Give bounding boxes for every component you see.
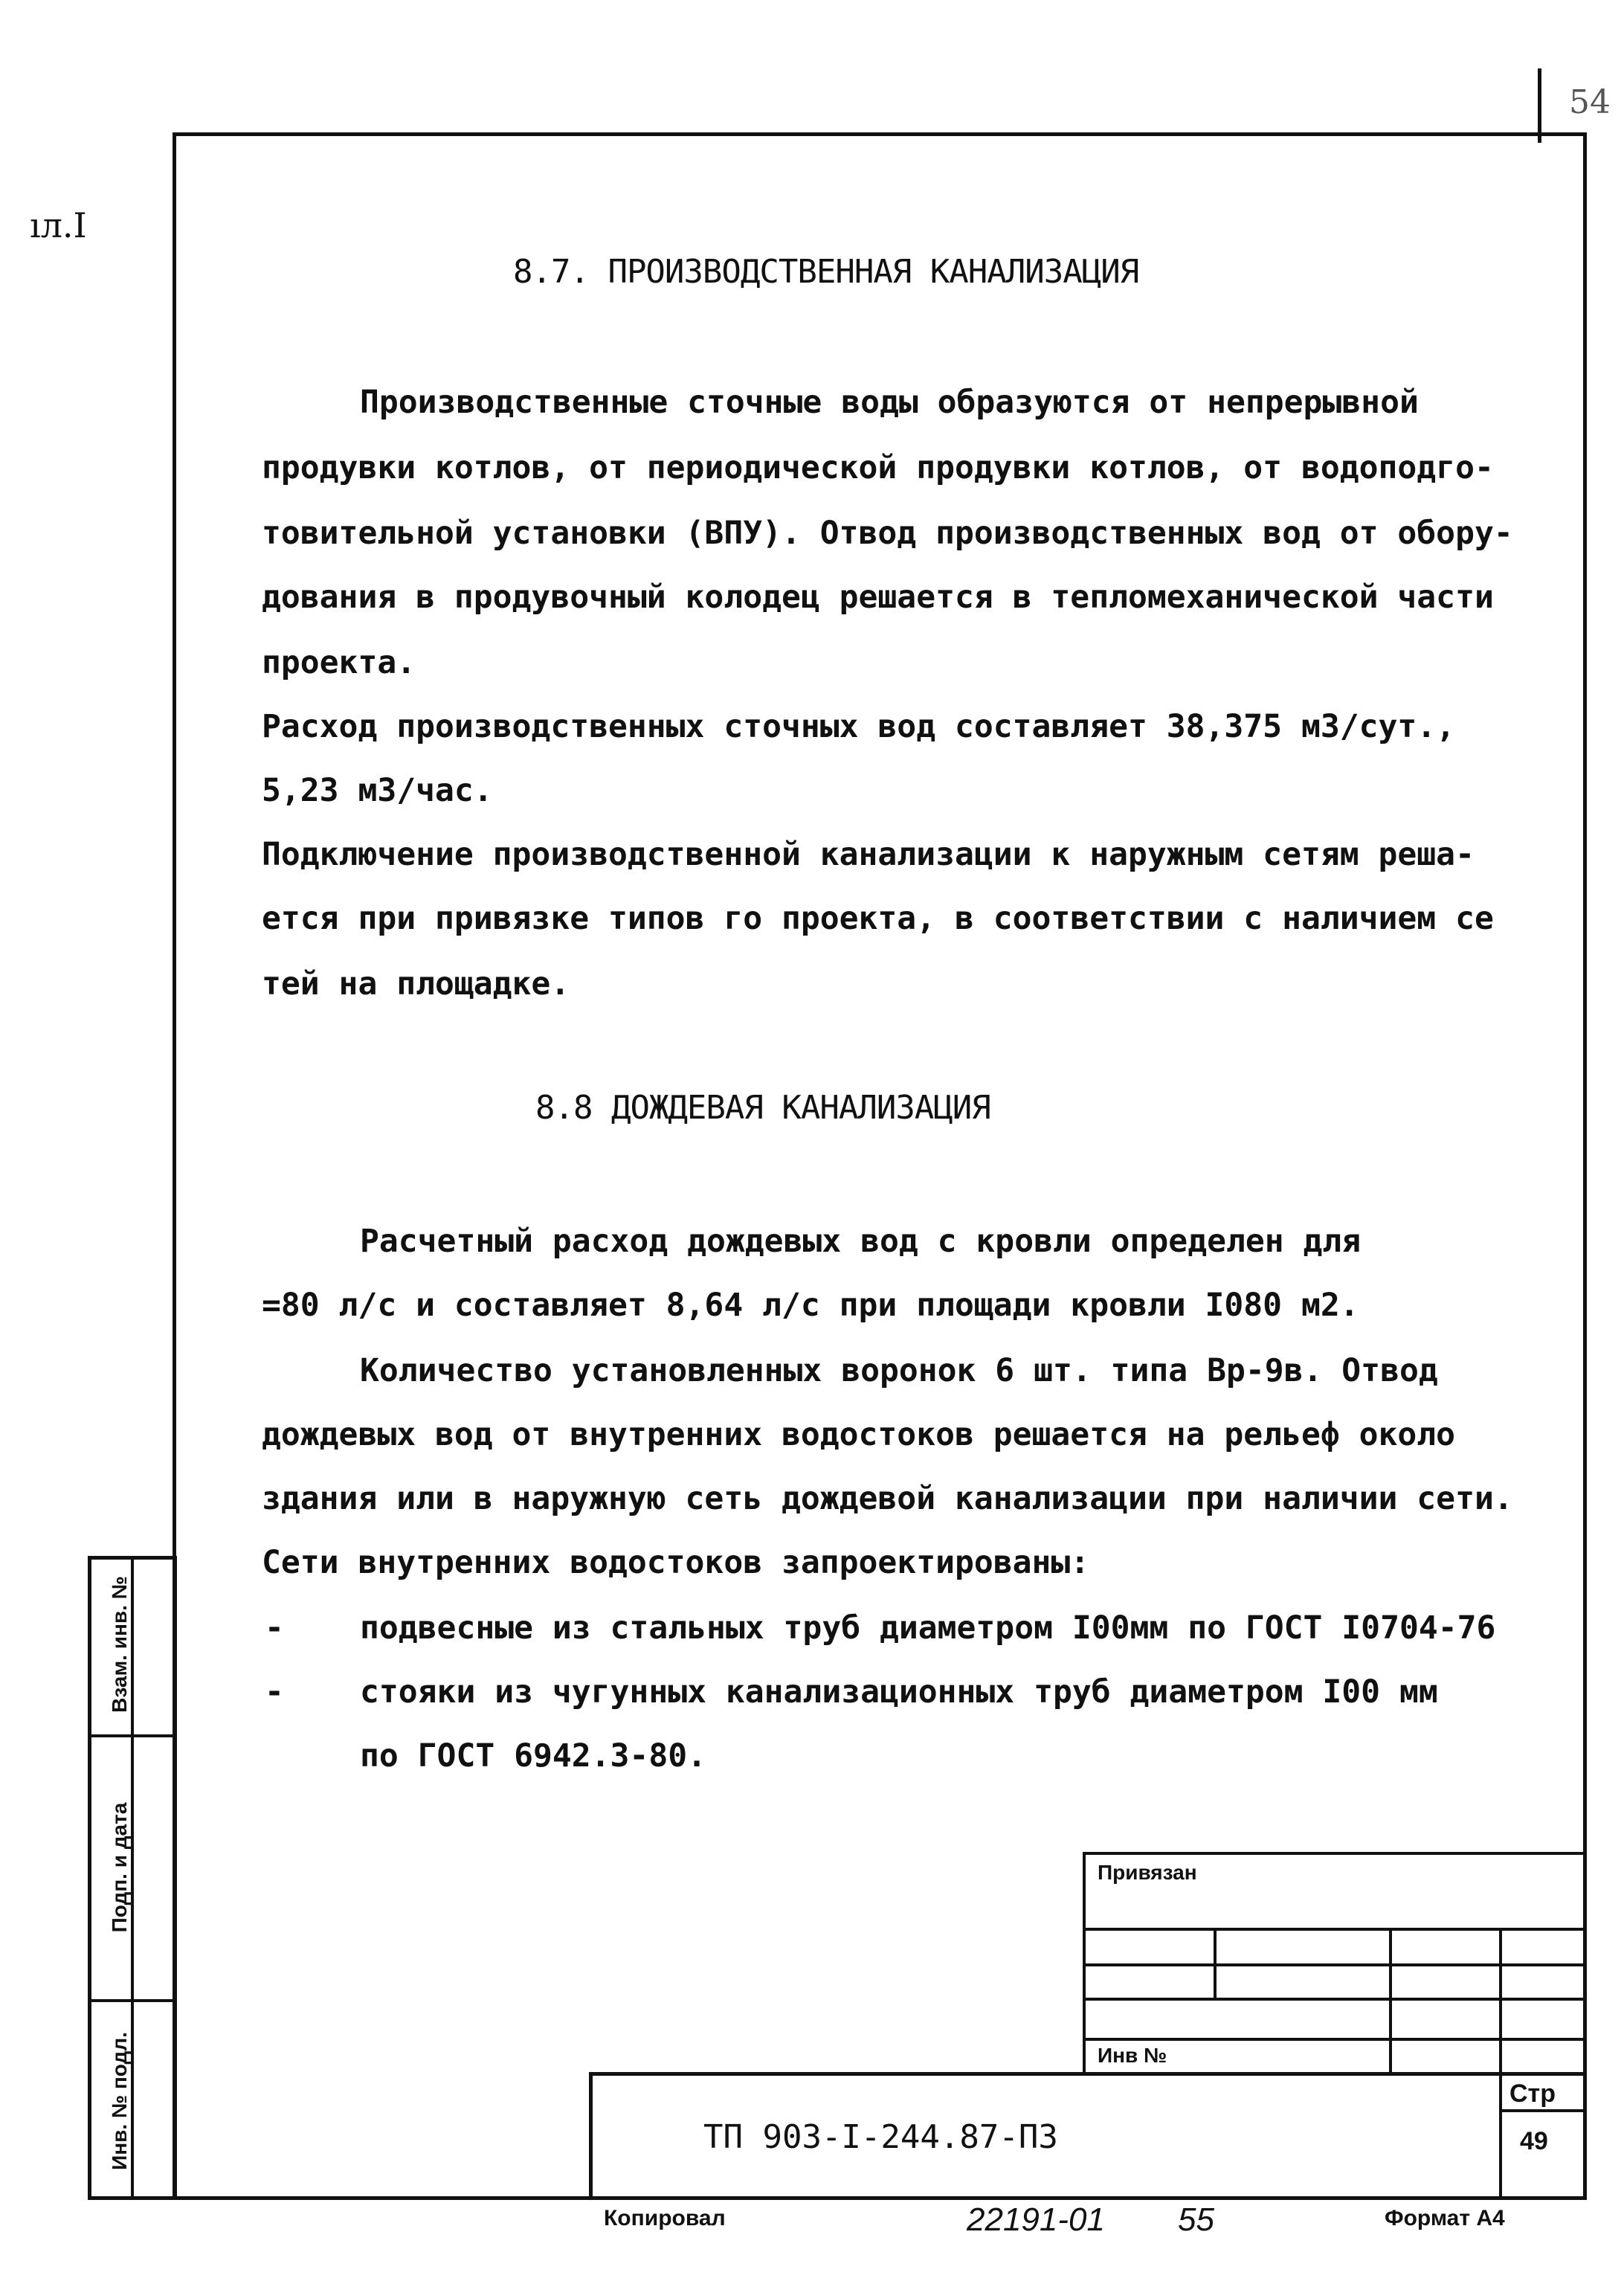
text-line: Подключение производственной канализации к наружным сетям реша- — [262, 836, 1475, 873]
bullet-dash: - — [265, 1673, 284, 1711]
bullet-continuation: по ГОСТ 6942.3-80. — [360, 1737, 706, 1775]
text-line: Количество установленных воронок 6 шт. типа Вр-9в. Отвод — [360, 1352, 1438, 1389]
footer-sheet: 55 — [1178, 2201, 1214, 2238]
text-line: продувки котлов, от периодической продувки котлов, от водоподго- — [262, 449, 1494, 486]
side-strip-divider-1 — [88, 1734, 175, 1737]
stamp-lower-left-line — [589, 2072, 593, 2200]
page-number-top: 54 — [1569, 83, 1611, 121]
bullet-text: подвесные из стальных труб диаметром I00мм по ГОСТ I0704-76 — [360, 1609, 1496, 1647]
text-line: Расход производственных сточных вод составляет 38,375 м3/сут., — [262, 708, 1456, 745]
stamp-lower-top-line — [589, 2072, 1587, 2076]
text-line: дождевых вод от внутренних водостоков решается на рельеф около — [262, 1416, 1456, 1453]
text-line: Сети внутренних водостоков запроектированы: — [262, 1544, 1090, 1581]
footer-kopiroval: Копировал — [604, 2206, 726, 2230]
text-line: товительной установки (ВПУ). Отвод производственных вод от обору- — [262, 515, 1513, 552]
top-number-divider — [1538, 68, 1541, 143]
stamp-inv-no: Инв № — [1098, 2044, 1167, 2067]
stamp-row-line-1 — [1083, 1928, 1587, 1931]
stamp-col-line-2 — [1389, 1928, 1392, 2074]
stamp-row-line-3 — [1083, 1998, 1587, 2001]
footer-format: Формат А4 — [1385, 2206, 1505, 2230]
side-label-podp-data: Подп. и дата — [108, 1802, 131, 1933]
stamp-top-line — [1083, 1852, 1587, 1855]
stamp-str-divider — [1499, 2109, 1587, 2112]
side-label-vzam-inv: Взам. инв. № — [108, 1576, 131, 1713]
text-line: Производственные сточные воды образуются от непрерывной — [360, 384, 1419, 421]
side-label-inv-podl: Инв. № подл. — [108, 2032, 131, 2170]
stamp-doc-code: ТП 903-I-244.87-ПЗ — [703, 2118, 1058, 2156]
stamp-row-line-4 — [1083, 2038, 1587, 2041]
section-88-heading: 8.8 ДОЖДЕВАЯ КАНАЛИЗАЦИЯ — [535, 1089, 990, 1127]
text-line: дования в продувочный колодец решается в тепломеханической части — [262, 579, 1494, 616]
left-margin-mark: ıл.I — [30, 205, 87, 245]
stamp-col-line-1 — [1214, 1928, 1217, 2001]
bullet-text: стояки из чугунных канализационных труб диаметром I00 мм — [360, 1673, 1438, 1711]
text-line: здания или в наружную сеть дождевой канализации при наличии сети. — [262, 1480, 1513, 1517]
stamp-privyazan: Привязан — [1098, 1861, 1197, 1884]
stamp-row-line-2 — [1083, 1963, 1587, 1966]
side-strip-divider-2 — [88, 1999, 175, 2002]
text-line: тей на площадке. — [262, 965, 570, 1003]
text-line: =80 л/с и составляет 8,64 л/с при площади кровли I080 м2. — [262, 1287, 1359, 1324]
side-strip-inner-line — [131, 1556, 134, 2200]
bullet-dash: - — [265, 1609, 284, 1647]
text-line: 5,23 м3/час. — [262, 772, 493, 809]
stamp-str-label: Стр — [1509, 2079, 1556, 2108]
stamp-col-line-3 — [1499, 1928, 1502, 2200]
stamp-str-value: 49 — [1520, 2127, 1548, 2155]
footer-order-no: 22191-01 — [967, 2201, 1105, 2238]
text-line: Расчетный расход дождевых вод с кровли определен для — [360, 1223, 1362, 1260]
text-line: ется при привязке типов го проекта, в соответствии с наличием се — [262, 900, 1494, 937]
text-line: проекта. — [262, 644, 416, 681]
page-frame — [173, 132, 1587, 2200]
section-87-heading: 8.7. ПРОИЗВОДСТВЕННАЯ КАНАЛИЗАЦИЯ — [513, 253, 1139, 291]
